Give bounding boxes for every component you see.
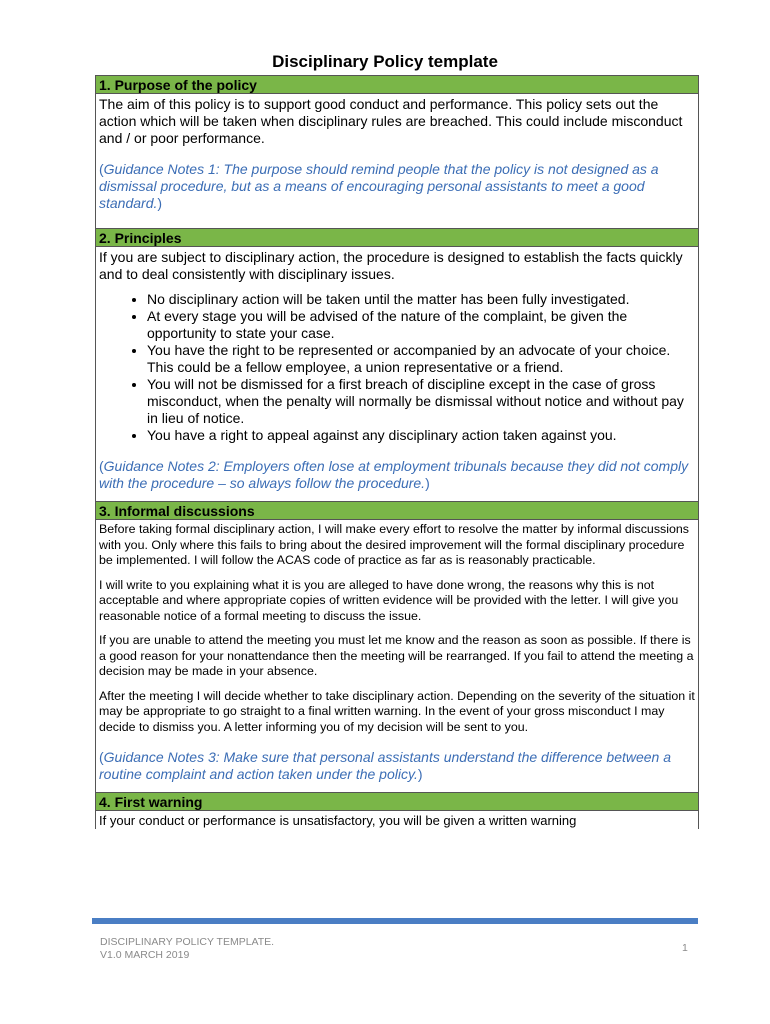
section-body-informal — [96, 520, 698, 793]
list-item: • No disciplinary action will be taken until the matter has been fully investigated. — [147, 291, 695, 308]
section-body-first-warning — [96, 811, 698, 829]
list-item: • At every stage you will be advised of the nature of the complaint, be given the opportunity to state your case. — [147, 308, 695, 342]
list-item: • You will not be dismissed for a first breach of discipline except in the case of gross misconduct, when the penalty will normally be dismissal without notice and without pay in lieu of notice. — [147, 376, 695, 427]
section-heading-informal: 3. Informal discussions — [96, 502, 698, 520]
informal-paragraph: Before taking formal disciplinary action, I will make every effort to resolve the matter by informal discussions with you. Only where this fails to bring about the desired improvement will the formal disciplinary procedure be implemented. I will follow the ACAS code of practice as far as is reasonably practicable. — [99, 522, 689, 567]
footer-divider — [92, 918, 698, 924]
footer-doc-title: DISCIPLINARY POLICY TEMPLATE. — [100, 936, 275, 948]
guidance-note-1: (Guidance Notes 1: The purpose should remind people that the policy is not designed as a dismissal procedure, but as a means of encouraging personal assistants to meet a good standard.) — [99, 161, 659, 211]
page-number: 1 — [682, 942, 688, 954]
section-heading-principles: 2. Principles — [96, 229, 698, 247]
page-title: Disciplinary Policy template — [272, 52, 498, 71]
section-body-purpose — [96, 94, 698, 229]
principles-text: If you are subject to disciplinary action, the procedure is designed to establish the facts quickly and to deal consistently with disciplinary issues. — [99, 249, 683, 282]
guidance-note-2: (Guidance Notes 2: Employers often lose at employment tribunals because they did not comply with the procedure – so always follow the procedure.) — [99, 458, 689, 491]
policy-table — [95, 75, 699, 829]
first-warning-text: If your conduct or performance is unsatisfactory, you will be given a written warning — [99, 813, 577, 828]
list-item: • You have the right to be represented or accompanied by an advocate of your choice. This could be a fellow employee, a union representative or a friend. — [147, 342, 695, 376]
informal-paragraph: I will write to you explaining what it is you are alleged to have done wrong, the reasons why this is not acceptable and where appropriate copies of written evidence will be provided with the letter. I will give you reasonable notice of a formal meeting to discuss the issue. — [99, 577, 679, 623]
footer-document-info — [100, 936, 274, 962]
informal-paragraph: After the meeting I will decide whether to take disciplinary action. Depending on the severity of the situation it may be appropriate to go straight to a final written warning. In the event of your gross misconduct I may decide to dismiss you. A letter informing you of my decision will be sent to you. — [99, 688, 695, 734]
list-item: • You have a right to appeal against any disciplinary action taken against you. — [147, 427, 695, 444]
section-heading-purpose: 1. Purpose of the policy — [96, 76, 698, 94]
principles-list — [99, 291, 695, 444]
purpose-text: The aim of this policy is to support good conduct and performance. This policy sets out the action which will be taken when disciplinary rules are breached. This could include misconduct and / or poor performance. — [99, 96, 683, 146]
section-heading-first-warning: 4. First warning — [96, 793, 698, 811]
guidance-note-3: (Guidance Notes 3: Make sure that personal assistants understand the difference between a routine complaint and action taken under the policy.) — [99, 749, 672, 782]
section-body-principles — [96, 247, 698, 502]
informal-paragraph: If you are unable to attend the meeting you must let me know and the reason as soon as possible. If there is a good reason for your nonattendance then the meeting will be rearranged. If you fail to attend the meeting a decision may be made in your absence. — [99, 633, 694, 678]
footer-version: V1.0 MARCH 2019 — [100, 949, 190, 961]
